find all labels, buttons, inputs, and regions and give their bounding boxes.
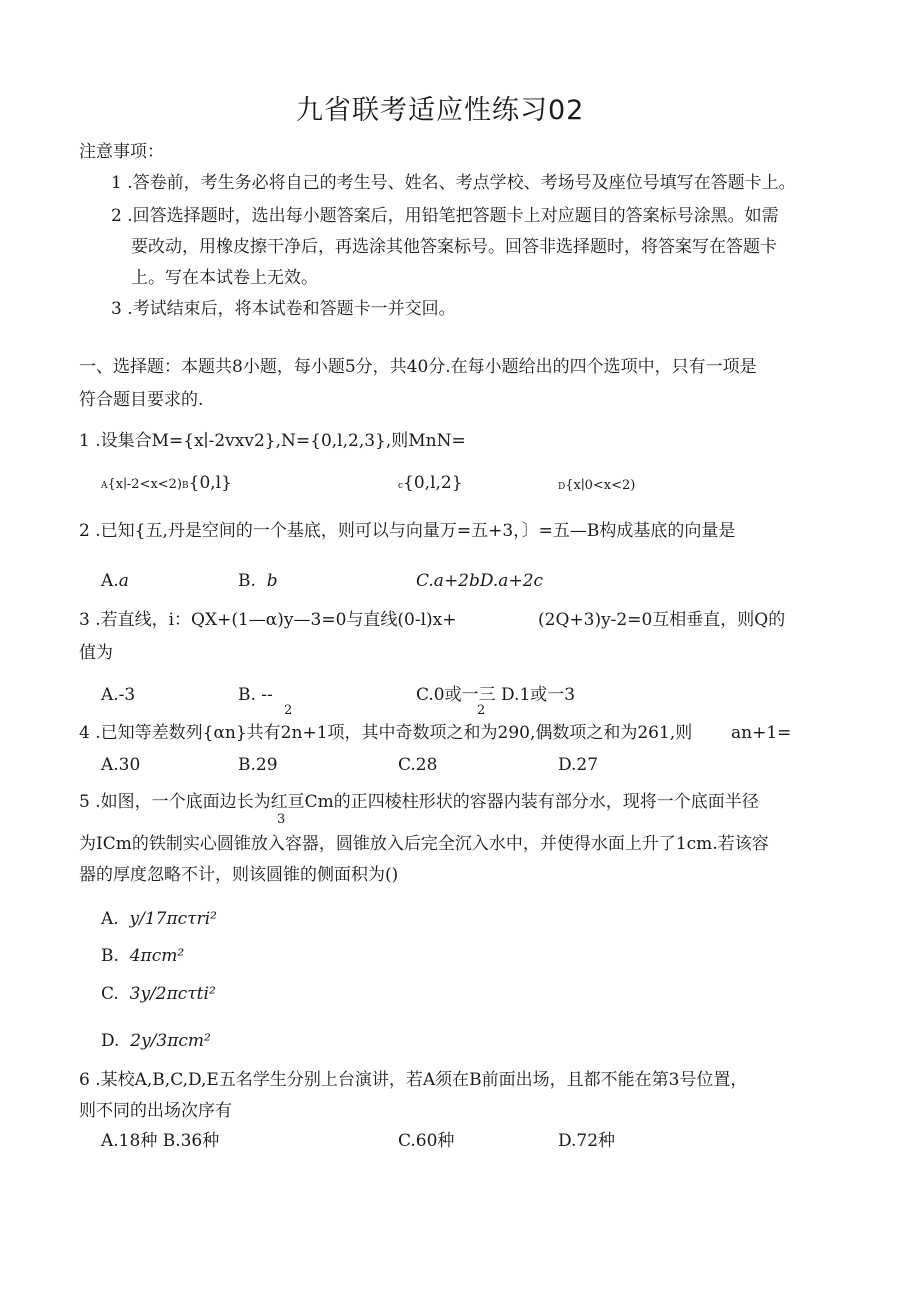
notice-item-text: .回答选择题时，选出每小题答案后，用铅笔把答题卡上对应题目的答案标号涂黑。如需 bbox=[127, 206, 779, 226]
question-3-stem-line-2: 值为 bbox=[79, 643, 113, 663]
notice-item-number: 2 bbox=[111, 206, 122, 226]
question-5-stem-sub: 3 bbox=[277, 812, 286, 827]
option-b-label: B bbox=[182, 481, 189, 491]
option-d-text: {x∣0<x<2) bbox=[565, 478, 636, 493]
option-a-text: {x∣-2<x<2) bbox=[107, 477, 183, 492]
question-3-options-cd-sub: 2 bbox=[477, 703, 486, 718]
question-2-stem: 2 .已知{五,丹是空间的一个基底，则可以与向量万=五+3，〕=五—B构成基底的向量是 bbox=[79, 521, 736, 541]
question-5-stem-line-3: 器的厚度忽略不计，则该圆锥的侧面积为() bbox=[79, 865, 399, 885]
option-d-label: D bbox=[558, 482, 566, 492]
question-4-option-c: C.28 bbox=[398, 755, 438, 775]
question-4-option-d: D.27 bbox=[558, 755, 599, 775]
question-3-stem: 3 .若直线，i：QX+(1—α)y—3=0与直线(0-l)x+ bbox=[79, 610, 457, 630]
option-d-label: D. bbox=[101, 1031, 120, 1051]
question-5-option-a bbox=[101, 908, 217, 930]
question-3-option-b: B. -- bbox=[238, 685, 273, 705]
section-heading-line-2: 符合题目要求的. bbox=[79, 390, 204, 410]
notice-item-2 bbox=[111, 205, 779, 227]
option-d-value: 2y/3πcm² bbox=[130, 1031, 211, 1051]
question-4-stem: 4 .已知等差数列{αn}共有2n+1项，其中奇数项之和为290,偶数项之和为261,则 bbox=[79, 723, 693, 743]
notice-item-text: .答卷前，考生务必将自己的考生号、姓名、考点学校、考场号及座位号填写在答题卡上。 bbox=[127, 173, 796, 193]
option-a-value: y/17πcτri² bbox=[129, 909, 217, 929]
option-a-label: A. bbox=[101, 909, 119, 929]
notice-item-text: .考试结束后，将本试卷和答题卡一并交回。 bbox=[127, 299, 456, 319]
question-3-option-a: A.-3 bbox=[101, 685, 136, 705]
question-1-option-d bbox=[558, 473, 635, 495]
option-b-text: {0,l} bbox=[188, 473, 232, 493]
question-5-option-b bbox=[101, 945, 184, 967]
option-a-label: A bbox=[101, 481, 108, 491]
question-2-option-a bbox=[101, 570, 129, 592]
question-4-option-a: A.30 bbox=[101, 755, 141, 775]
notice-item-3 bbox=[111, 298, 456, 320]
question-6-option-c: C.60种 bbox=[398, 1131, 455, 1151]
question-5-option-c bbox=[101, 983, 216, 1005]
question-4-option-b: B.29 bbox=[238, 755, 278, 775]
option-b-label: B. bbox=[238, 571, 256, 591]
option-b-value: b bbox=[266, 571, 278, 591]
option-a-label: A. bbox=[101, 571, 119, 591]
question-6-stem-line-2: 则不同的出场次序有 bbox=[79, 1101, 232, 1121]
notice-item-1 bbox=[111, 172, 796, 194]
option-b-value: 4πcm² bbox=[129, 946, 185, 966]
question-3-stem-cont: (2Q+3)y-2=0互相垂直，则Q的 bbox=[538, 610, 786, 630]
notice-item-number: 3 bbox=[111, 299, 122, 319]
question-1-option-c bbox=[398, 472, 463, 494]
section-heading: 一、选择题：本题共8小题，每小题5分，共40分.在每小题给出的四个选项中，只有一项是 bbox=[79, 357, 757, 377]
option-c-text: {0,l,2} bbox=[403, 473, 463, 493]
notice-heading: 注意事项： bbox=[79, 142, 164, 162]
question-3-options-cd: C.0或一三 D.1或一3 bbox=[416, 685, 576, 705]
question-5-option-d bbox=[101, 1030, 211, 1052]
option-a-value: a bbox=[118, 571, 129, 591]
question-2-option-b bbox=[238, 570, 278, 592]
question-2-options-cd: C.a+2bD.a+2c bbox=[416, 571, 544, 591]
question-6-options-ab: A.18种 B.36种 bbox=[101, 1131, 220, 1151]
question-3-option-b-sub: 2 bbox=[284, 703, 293, 718]
question-1-options-ab bbox=[101, 472, 232, 494]
question-1-stem: 1 .设集合M={x∣-2vxv2},N={0,l,2,3},则MnN= bbox=[79, 431, 466, 451]
page-title: 九省联考适应性练习02 bbox=[296, 95, 585, 126]
option-c-label: c bbox=[398, 481, 404, 491]
notice-item-2-line-3: 上。写在本试卷上无效。 bbox=[131, 268, 318, 288]
option-b-label: B. bbox=[101, 946, 119, 966]
notice-item-2-line-2: 要改动，用橡皮擦干净后，再选涂其他答案标号。回答非选择题时，将答案写在答题卡 bbox=[131, 237, 777, 257]
question-6-stem: 6 .某校A,B,C,D,E五名学生分别上台演讲，若A须在B前面出场，且都不能在第3号位置， bbox=[79, 1070, 748, 1090]
question-5-stem: 5 .如图，一个底面边长为红亘Cm的正四棱柱形状的容器内装有部分水，现将一个底面半径 bbox=[79, 792, 759, 812]
question-6-option-d: D.72种 bbox=[558, 1131, 616, 1151]
question-4-stem-tail: an+1= bbox=[731, 723, 792, 743]
question-5-stem-line-2: 为ICm的铁制实心圆锥放入容器，圆锥放入后完全沉入水中，并使得水面上升了1cm.若该容 bbox=[79, 834, 769, 854]
option-c-label: C. bbox=[101, 984, 119, 1004]
option-c-value: 3y/2πcτti² bbox=[129, 984, 216, 1004]
notice-item-number: 1 bbox=[111, 173, 122, 193]
